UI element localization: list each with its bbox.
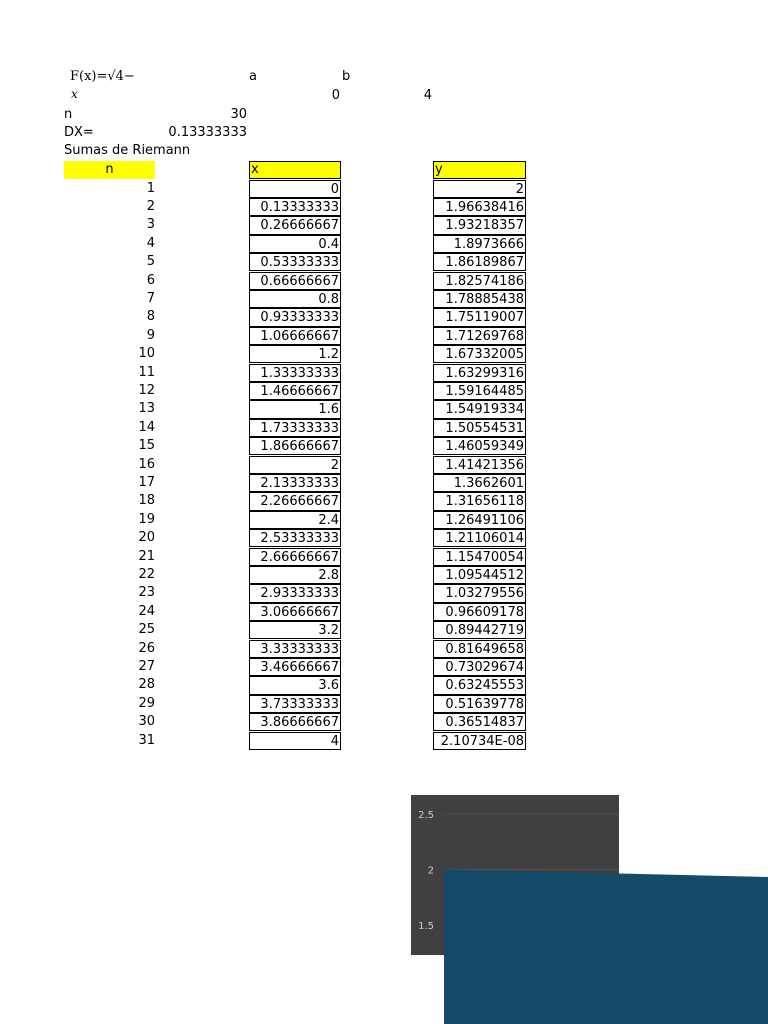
row-number[interactable]: 25 [138, 622, 155, 638]
dx-label: DX= [64, 125, 94, 140]
x-cell[interactable]: 0 [249, 180, 341, 198]
n-value: 30 [230, 107, 247, 122]
row-number[interactable]: 21 [138, 548, 155, 564]
row-number[interactable]: 17 [138, 474, 155, 490]
y-cell[interactable]: 1.86189867 [433, 253, 526, 271]
x-cell[interactable]: 3.06666667 [249, 603, 341, 621]
chart-area-series[interactable] [444, 870, 768, 1024]
x-cell[interactable]: 1.46666667 [249, 382, 341, 400]
chart-y-tick-label: 2.5 [418, 810, 434, 821]
row-number[interactable]: 15 [138, 438, 155, 454]
x-cell[interactable]: 3.46666667 [249, 658, 341, 676]
row-number[interactable]: 12 [138, 382, 155, 398]
x-cell[interactable]: 2.4 [249, 511, 341, 529]
y-cell[interactable]: 0.51639778 [433, 695, 526, 713]
row-number[interactable]: 4 [146, 235, 155, 251]
y-cell[interactable]: 1.3662601 [433, 474, 526, 492]
y-cell[interactable]: 1.46059349 [433, 437, 526, 455]
x-cell[interactable]: 0.13333333 [249, 198, 341, 216]
y-cell[interactable]: 0.81649658 [433, 640, 526, 658]
row-number[interactable]: 27 [138, 658, 155, 674]
x-cell[interactable]: 0.8 [249, 290, 341, 308]
y-cell[interactable]: 1.96638416 [433, 198, 526, 216]
row-number[interactable]: 22 [138, 566, 155, 582]
x-cell[interactable]: 0.26666667 [249, 216, 341, 234]
b-label: b [342, 69, 351, 84]
y-cell[interactable]: 0.36514837 [433, 713, 526, 731]
row-number[interactable]: 11 [138, 364, 155, 380]
x-cell[interactable]: 3.2 [249, 621, 341, 639]
y-cell[interactable]: 1.82574186 [433, 272, 526, 290]
row-number[interactable]: 18 [138, 493, 155, 509]
y-cell[interactable]: 1.15470054 [433, 548, 526, 566]
y-cell[interactable]: 1.41421356 [433, 456, 526, 474]
x-cell[interactable]: 1.73333333 [249, 419, 341, 437]
row-number[interactable]: 31 [138, 732, 155, 748]
row-number[interactable]: 20 [138, 530, 155, 546]
y-cell[interactable]: 1.78885438 [433, 290, 526, 308]
x-cell[interactable]: 0.66666667 [249, 272, 341, 290]
y-cell[interactable]: 1.26491106 [433, 511, 526, 529]
row-number[interactable]: 9 [146, 327, 155, 343]
a-value: 0 [331, 88, 340, 103]
column-header-n[interactable]: n [64, 161, 155, 179]
row-number[interactable]: 2 [146, 198, 155, 214]
x-cell[interactable]: 0.93333333 [249, 308, 341, 326]
y-cell[interactable]: 0.63245553 [433, 676, 526, 694]
formula-variable: x [71, 87, 78, 101]
x-cell[interactable]: 2.13333333 [249, 474, 341, 492]
y-cell[interactable]: 0.73029674 [433, 658, 526, 676]
y-cell[interactable]: 1.59164485 [433, 382, 526, 400]
y-cell[interactable]: 1.50554531 [433, 419, 526, 437]
x-cell[interactable]: 1.2 [249, 345, 341, 363]
y-cell[interactable]: 2 [433, 180, 526, 198]
row-number[interactable]: 1 [146, 180, 155, 196]
y-cell[interactable]: 1.75119007 [433, 308, 526, 326]
y-cell[interactable]: 0.89442719 [433, 621, 526, 639]
x-cell[interactable]: 3.73333333 [249, 695, 341, 713]
formula-label: F(x)=√4− [70, 69, 135, 84]
a-label: a [249, 69, 257, 84]
x-cell[interactable]: 3.33333333 [249, 640, 341, 658]
row-number[interactable]: 13 [138, 401, 155, 417]
y-cell[interactable]: 1.09544512 [433, 566, 526, 584]
x-cell[interactable]: 2.8 [249, 566, 341, 584]
x-cell[interactable]: 3.6 [249, 676, 341, 694]
y-cell[interactable]: 1.54919334 [433, 400, 526, 418]
x-cell[interactable]: 3.86666667 [249, 713, 341, 731]
row-number[interactable]: 8 [146, 309, 155, 325]
section-title: Sumas de Riemann [64, 143, 191, 158]
y-cell[interactable]: 1.63299316 [433, 364, 526, 382]
y-cell[interactable]: 1.93218357 [433, 216, 526, 234]
row-number[interactable]: 14 [138, 419, 155, 435]
y-cell[interactable]: 0.96609178 [433, 603, 526, 621]
row-number[interactable]: 5 [146, 254, 155, 270]
y-cell[interactable]: 1.21106014 [433, 529, 526, 547]
x-cell[interactable]: 2.93333333 [249, 584, 341, 602]
row-number[interactable]: 16 [138, 456, 155, 472]
x-cell[interactable]: 4 [249, 732, 341, 750]
row-number[interactable]: 3 [146, 217, 155, 233]
row-number[interactable]: 30 [138, 714, 155, 730]
y-cell[interactable]: 1.31656118 [433, 492, 526, 510]
y-cell[interactable]: 2.10734E-08 [433, 732, 526, 750]
row-number[interactable]: 10 [138, 346, 155, 362]
y-cell[interactable]: 1.8973666 [433, 235, 526, 253]
column-header-y[interactable]: y [433, 161, 526, 179]
row-number[interactable]: 6 [146, 272, 155, 288]
x-cell[interactable]: 2 [249, 456, 341, 474]
chart-y-tick-label: 1.5 [418, 921, 434, 932]
column-header-x[interactable]: x [249, 161, 341, 179]
row-number[interactable]: 28 [138, 677, 155, 693]
x-cell[interactable]: 1.86666667 [249, 437, 341, 455]
row-number[interactable]: 23 [138, 585, 155, 601]
y-cell[interactable]: 1.71269768 [433, 327, 526, 345]
x-cell[interactable]: 1.33333333 [249, 364, 341, 382]
n-label: n [64, 107, 73, 122]
chart-y-tick-label: 2 [427, 865, 434, 877]
x-cell[interactable]: 1.6 [249, 400, 341, 418]
b-value: 4 [423, 88, 432, 103]
x-cell[interactable]: 2.66666667 [249, 548, 341, 566]
y-cell[interactable]: 1.03279556 [433, 584, 526, 602]
x-cell[interactable]: 2.26666667 [249, 492, 341, 510]
x-cell[interactable]: 2.53333333 [249, 529, 341, 547]
row-number[interactable]: 24 [138, 603, 155, 619]
x-cell[interactable]: 0.4 [249, 235, 341, 253]
x-cell[interactable]: 0.53333333 [249, 253, 341, 271]
dx-value: 0.13333333 [168, 125, 247, 140]
row-number[interactable]: 19 [138, 511, 155, 527]
row-number[interactable]: 29 [138, 695, 155, 711]
x-cell[interactable]: 1.06666667 [249, 327, 341, 345]
y-cell[interactable]: 1.67332005 [433, 345, 526, 363]
row-number[interactable]: 26 [138, 640, 155, 656]
row-number[interactable]: 7 [146, 290, 155, 306]
